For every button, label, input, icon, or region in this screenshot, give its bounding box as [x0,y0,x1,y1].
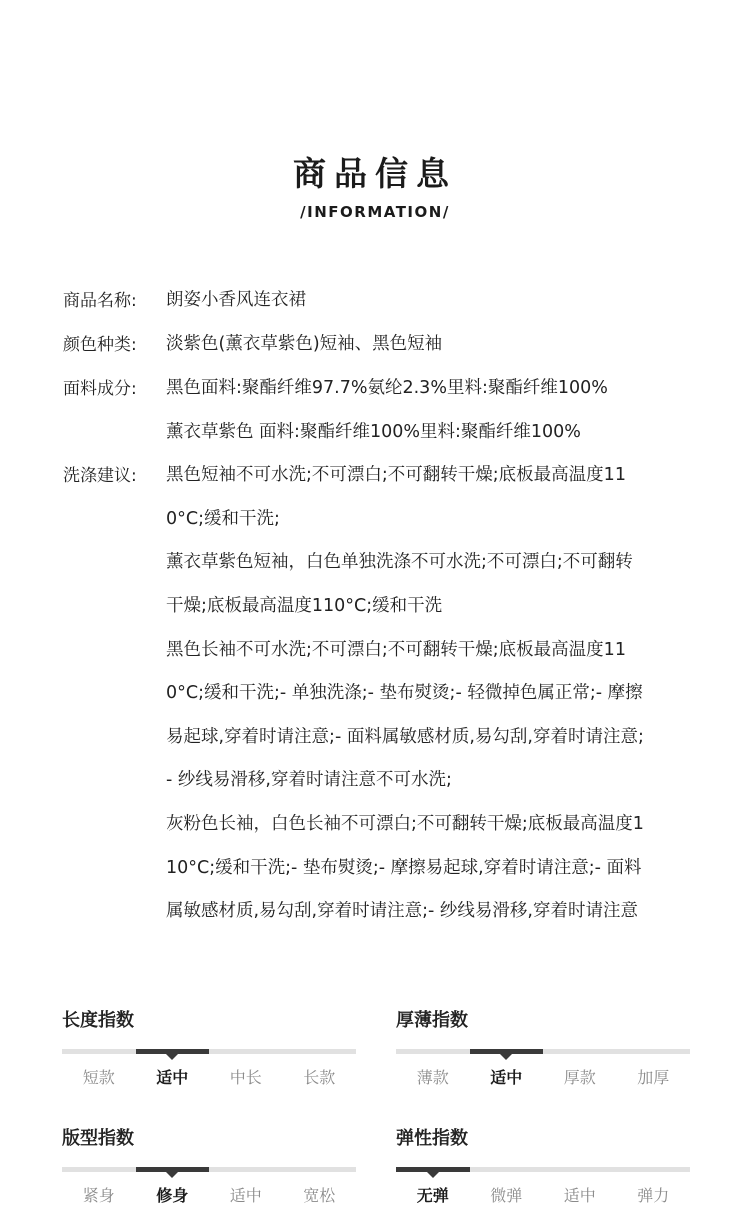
index-option: 修身 [156,1186,189,1205]
product-info-list [63,279,723,934]
index-marker [136,1167,210,1172]
info-row-colors [63,323,723,367]
info-value: 淡紫色(薰衣草紫色)短袖、黑色短袖 [166,334,443,354]
index-option: 弹力 [637,1186,670,1205]
index-option: 短款 [82,1068,115,1087]
index-option: 微弹 [490,1186,523,1205]
index-option: 适中 [229,1186,262,1205]
index-option: 适中 [490,1068,523,1087]
info-value: 0°C;缓和干洗; [166,508,280,529]
info-value: 属敏感材质,易勾刮,穿着时请注意;- 纱线易滑移,穿着时请注意 [166,901,638,922]
index-track [62,1049,356,1054]
index-option: 加厚 [637,1068,670,1087]
index-track [396,1049,690,1054]
info-row-washing [63,454,723,934]
elasticity-index [396,1126,690,1205]
index-marker [470,1049,544,1054]
info-value: 黑色长袖不可水洗;不可漂白;不可翻转干燥;底板最高温度11 [166,639,626,660]
index-option: 适中 [563,1186,596,1205]
page-title: 商品信息 [293,154,457,193]
info-value: 灰粉色长袖，白色长袖不可漂白;不可翻转干燥;底板最高温度1 [166,813,644,834]
index-option: 中长 [229,1068,262,1087]
index-marker [136,1049,210,1054]
info-value: 干燥;底板最高温度110°C;缓和干洗 [166,595,443,616]
info-value: 0°C;缓和干洗;- 单独洗涤;- 垫布熨烫;- 轻微掉色属正常;- 摩擦 [166,683,643,704]
info-value: 朗姿小香风连衣裙 [166,290,306,310]
index-option: 宽松 [303,1186,336,1205]
info-value: 薰衣草紫色短袖，白色单独洗涤不可水洗;不可漂白;不可翻转 [166,552,633,573]
info-label: 洗涤建议: [63,466,137,487]
info-row-fabric [63,367,723,454]
index-title: 厚薄指数 [396,1010,468,1031]
info-value: 黑色面料:聚酯纤维97.7%氨纶2.3%里料:聚酯纤维100% [166,378,608,398]
index-title: 长度指数 [62,1010,134,1031]
info-label: 商品名称: [63,291,137,311]
fit-index [62,1126,356,1205]
page-subtitle: /INFORMATION/ [300,203,450,221]
length-index [62,1008,356,1087]
info-value: 易起球,穿着时请注意;- 面料属敏感材质,易勾刮,穿着时请注意; [166,726,644,747]
info-value: 黑色短袖不可水洗;不可漂白;不可翻转干燥;底板最高温度11 [166,465,626,486]
index-track [396,1167,690,1172]
info-value: 薰衣草紫色 面料:聚酯纤维100%里料:聚酯纤维100% [166,421,581,442]
index-track [62,1167,356,1172]
info-label: 颜色种类: [63,335,137,355]
index-title: 版型指数 [62,1128,134,1149]
thickness-index [396,1008,690,1087]
index-option: 厚款 [563,1068,596,1087]
index-marker [396,1167,470,1172]
index-option: 适中 [156,1068,189,1087]
info-value: 10°C;缓和干洗;- 垫布熨烫;- 摩擦易起球,穿着时请注意;- 面料 [166,857,642,878]
index-title: 弹性指数 [396,1128,468,1149]
info-row-name [63,279,723,323]
info-label: 面料成分: [63,379,137,399]
index-option: 薄款 [416,1068,449,1087]
index-option: 长款 [303,1068,336,1087]
index-option: 无弹 [416,1186,449,1205]
index-option: 紧身 [82,1186,115,1205]
info-value: - 纱线易滑移,穿着时请注意不可水洗; [166,770,452,791]
